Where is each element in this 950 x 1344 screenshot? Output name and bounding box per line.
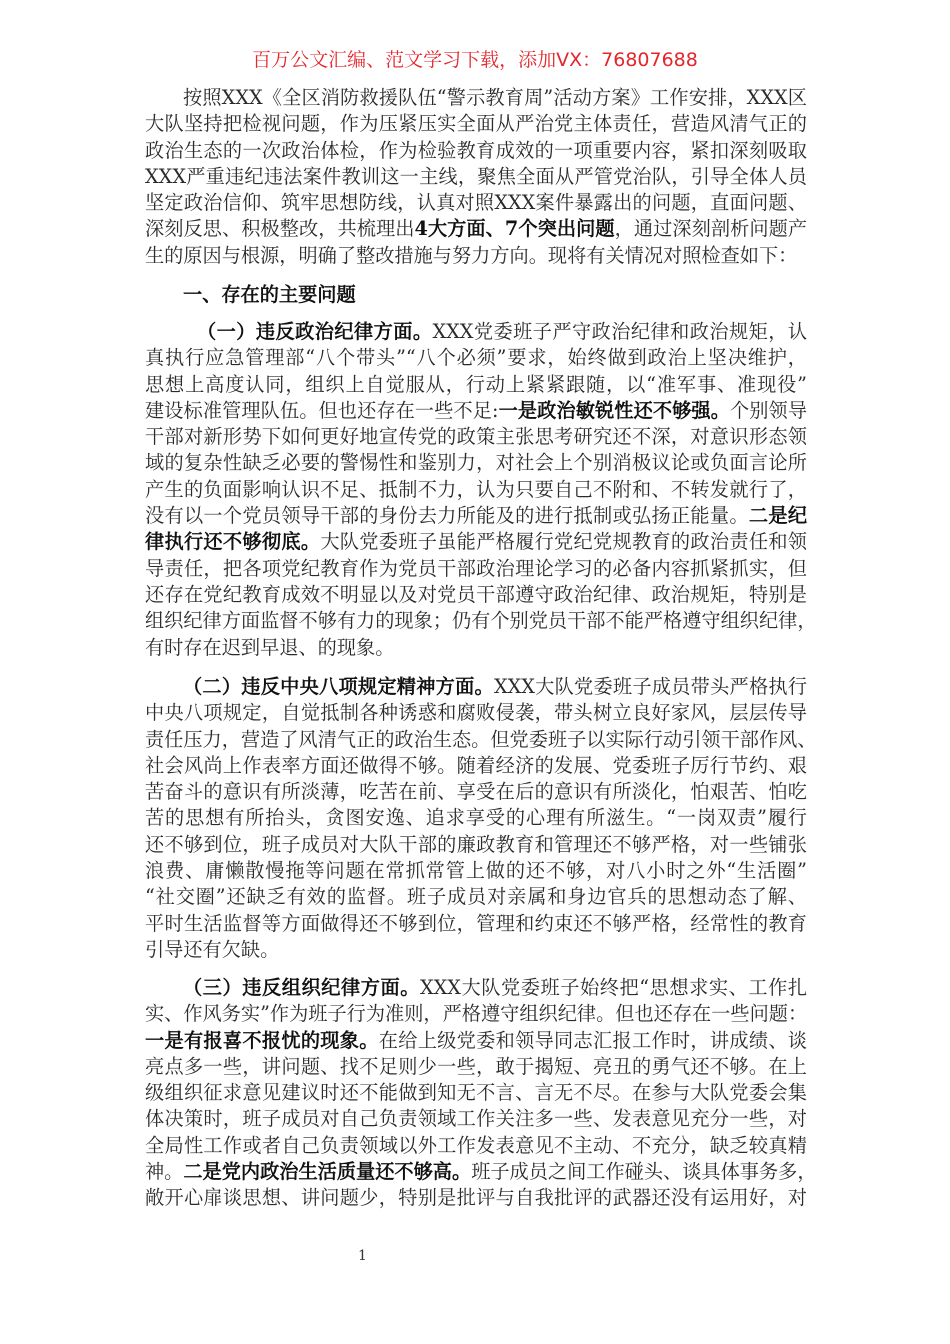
text-line xyxy=(145,753,807,779)
text-line xyxy=(145,372,807,398)
section-1-paragraph xyxy=(145,319,817,661)
text-line xyxy=(145,1133,807,1159)
text-run: XXX党委班子严守政治纪律和政治规矩，认 xyxy=(432,320,808,343)
text-run: 平时生活监督等方面做得还不够到位，管理和约束还不够严格，经常性的教育 xyxy=(145,911,807,935)
text-run: ，通过深刻剖析问题产 xyxy=(614,217,808,241)
text-run: 浪费、庸懒散慢拖等问题在常抓常管上做的还不够，对八小时之外“生活圈” xyxy=(145,859,807,883)
intro-paragraph xyxy=(145,85,807,269)
text-run: 实、作风务实”作为班子行为准则，严格遵守组织纪律。但也还存在一些问题： xyxy=(145,1002,808,1026)
text-line xyxy=(145,1080,807,1106)
text-run: 建设标准管理队伍。但也还存在一些不足: xyxy=(145,398,499,422)
text-line xyxy=(145,884,807,910)
text-run: 深刻反思、积极整改，共梳理出 xyxy=(145,217,415,241)
text-line xyxy=(145,805,807,831)
text-run: 组织纪律方面监督不够有力的现象；仍有个别党员干部不能严格遵守组织纪律， xyxy=(145,609,817,633)
text-run: 级组织征求意见建议时还不能做到知无不言、言无不尽。在参与大队党委会集 xyxy=(145,1081,807,1105)
text-run: 神。 xyxy=(145,1160,184,1184)
text-run: 域的复杂性缺乏必要的警惕性和鉴别力，对社会上个别消极议论或负面言论所 xyxy=(145,451,807,475)
text-run: 个别领导 xyxy=(729,398,808,422)
text-run: 在给上级党委和领导同志汇报工作时，讲成绩、谈 xyxy=(378,1028,807,1052)
text-line xyxy=(145,398,807,424)
text-line xyxy=(145,832,807,858)
text-run: 生的原因与根源，明确了整改措施与努力方向。现将有关情况对照检查如下： xyxy=(145,243,798,267)
text-line xyxy=(145,450,807,476)
text-line xyxy=(145,1159,817,1185)
text-run: 导责任，把各项党纪教育作为党员干部政治理论学习的必备内容抓紧抓实，但 xyxy=(145,556,807,580)
text-line xyxy=(145,190,807,216)
bold-text-run: 4大方面、7个突出问题 xyxy=(414,217,615,241)
text-line xyxy=(145,243,807,269)
text-run: 苦的思想有所抬头，贪图安逸、追求享受的心理有所滋生。“一岗双责”履行 xyxy=(145,806,807,830)
section-3-paragraph xyxy=(145,975,817,1212)
bold-text-run: （三）违反组织纪律方面。 xyxy=(183,976,420,999)
section-heading: 一、存在的主要问题 xyxy=(183,283,356,306)
text-line xyxy=(145,674,807,700)
text-line xyxy=(145,138,807,164)
text-run: 产生的负面影响认识不足、抵制不力，认为只要自己不附和、不转发就行了， xyxy=(145,477,807,501)
text-run: 还不够到位，班子成员对大队干部的廉政教育和管理还不够严格，对一些铺张 xyxy=(145,832,807,856)
text-run: 坚定政治信仰、筑牢思想防线，认真对照XXX案件暴露出的问题，直面问题、 xyxy=(145,191,807,215)
text-run: 思想上高度认同，组织上自觉服从，行动上紧紧跟随，以“准军事、准现役” xyxy=(145,372,807,396)
bold-text-run: 律执行还不够彻底。 xyxy=(145,530,321,554)
watermark-header: 百万公文汇编、范文学习下载，添加VX：76807688 xyxy=(252,49,698,71)
text-run: 还存在党纪教育成效不明显以及对党员干部遵守政治纪律、政治规矩，特别是 xyxy=(145,582,807,606)
text-run: 引导还有欠缺。 xyxy=(145,937,280,961)
text-line xyxy=(145,319,807,345)
text-run: XXX严重违纪违法案件教训这一主线，聚焦全面从严管党治队，引导全体人员 xyxy=(145,164,807,188)
text-run: 责任压力，营造了风清气正的政治生态。但党委班子以实际行动引领干部作风、 xyxy=(145,727,817,751)
text-line xyxy=(145,477,807,503)
bold-text-run: （二）违反中央八项规定精神方面。 xyxy=(183,675,494,698)
bold-text-run: （一）违反政治纪律方面。 xyxy=(197,320,433,343)
text-line xyxy=(145,975,807,1001)
text-run: 按照XXX《全区消防救援队伍“警示教育周”活动方案》工作安排，XXX区 xyxy=(183,86,807,109)
text-line xyxy=(145,1028,807,1054)
text-line xyxy=(145,1001,807,1027)
text-line xyxy=(145,635,807,661)
text-run: 社会风尚上作表率方面还做得不够。随着经济的发展、党委班子厉行节约、艰 xyxy=(145,753,807,777)
text-line xyxy=(145,111,807,137)
text-line xyxy=(145,1185,807,1211)
text-run: 大队党委班子虽能严格履行党纪党规教育的政治责任和领 xyxy=(320,530,807,554)
text-run: 亮点多一些，讲问题、找不足则少一些，敢于揭短、亮丑的勇气还不够。在上 xyxy=(145,1054,807,1078)
text-run: 政治生态的一次政治体检，作为检验教育成效的一项重要内容，紧扣深刻吸取 xyxy=(145,138,807,162)
text-line xyxy=(145,582,807,608)
text-line xyxy=(145,727,817,753)
text-line xyxy=(145,345,807,371)
text-run: 真执行应急管理部“八个带头”“八个必须”要求，始终做到政治上坚决维护， xyxy=(145,346,807,370)
text-run: XXX大队党委班子始终把“思想求实、工作扎 xyxy=(419,976,808,999)
text-run: 中央八项规定，自觉抵制各种诱惑和腐败侵袭，带头树立良好家风，层层传导 xyxy=(145,701,807,725)
text-run: 大队坚持把检视问题，作为压紧压实全面从严治党主体责任，营造风清气正的 xyxy=(145,112,807,136)
text-line xyxy=(145,164,807,190)
text-run: 没有以一个党员领导干部的身份去力所能及的进行抵制或弘扬正能量。 xyxy=(145,504,749,528)
text-run: 敞开心扉谈思想、讲问题少，特别是批评与自我批评的武器还没有运用好，对 xyxy=(145,1186,807,1210)
text-run: 苦奋斗的意识有所淡薄，吃苦在前、享受在后的意识有所淡化，怕艰苦、怕吃 xyxy=(145,780,807,804)
text-line xyxy=(145,556,807,582)
text-run: 干部对新形势下如何更好地宣传党的政策主张思考研究还不深，对意识形态领 xyxy=(145,425,807,449)
text-line xyxy=(145,937,807,963)
text-run: 体决策时，班子成员对自己负责领域工作关注多一些、发表意见充分一些，对 xyxy=(145,1107,807,1131)
text-line xyxy=(145,529,807,555)
text-line xyxy=(145,1054,807,1080)
bold-text-run: 一是有报喜不报忧的现象。 xyxy=(145,1028,379,1052)
text-line xyxy=(145,85,807,111)
text-line xyxy=(145,503,807,529)
section-2-paragraph xyxy=(145,674,817,963)
text-run: XXX大队党委班子成员带头严格执行 xyxy=(493,675,808,698)
page-number: 1 xyxy=(358,1248,367,1264)
text-line xyxy=(145,608,817,634)
bold-text-run: 一是政治敏锐性还不够强。 xyxy=(498,398,730,422)
bold-text-run: 二是党内政治生活质量还不够高。 xyxy=(183,1160,472,1184)
text-line xyxy=(145,424,807,450)
text-run: 班子成员之间工作碰头、谈具体事务多， xyxy=(471,1160,817,1184)
text-run: 全局性工作或者自己负责领域以外工作发表意见不主动、不充分，缺乏较真精 xyxy=(145,1133,807,1157)
text-line xyxy=(145,779,807,805)
text-line xyxy=(145,700,807,726)
bold-text-run: 二是纪 xyxy=(748,504,808,528)
text-line xyxy=(145,216,807,242)
text-line xyxy=(145,1106,807,1132)
text-run: 有时存在迟到早退、的现象。 xyxy=(145,635,395,659)
text-line xyxy=(145,911,807,937)
text-line xyxy=(145,858,807,884)
text-run: “社交圈”还缺乏有效的监督。班子成员对亲属和身边官兵的思想动态了解、 xyxy=(145,885,807,909)
